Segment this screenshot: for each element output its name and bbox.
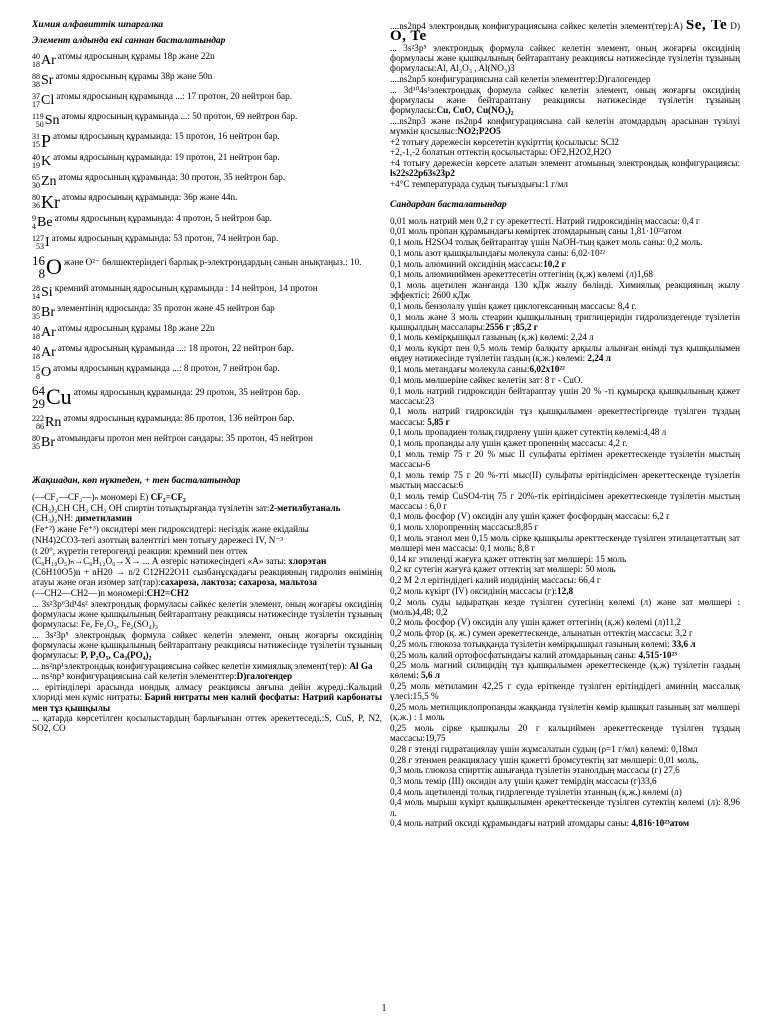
numbers-item: 0,1 моль бензолалу үшін қажет циклогексанның массасы: 8,4 г. (390, 300, 637, 311)
numbers-item: 0,1 моль метандағы молекула саны:6,02x10²² (390, 364, 565, 375)
isotope-entry (32, 304, 382, 321)
config-item: ... 3d¹⁰4s¹электрондық формула сәйкес келетін элемент, оның жоғарғы оксидінің формуласы және бейтараптану реакциясы нәтижесінде түзілетін тұзының формуласы:Cu, CuO, Cu(NO₃)₂ (390, 84, 740, 116)
isotope-notation (32, 174, 57, 190)
numbers-item: 0,1 моль мөлшеріне сәйкес келетін зат: 8 г - CuO. (390, 374, 583, 385)
isotope-entry (32, 153, 382, 170)
numbers-item: 0,28 г этенді гидратациялау үшін жұмсалатын судың (ρ=1 г/мл) көлемі: 0,18мл (390, 743, 698, 754)
isotope-description: атомы ядросының құрамында: 36p және 44n. (62, 192, 238, 202)
numbers-item: 0,3 моль глюкоза спирттік ашығанда түзілетін этанолдың массасы (г) 27,6 (390, 765, 680, 776)
element-symbol: Kr (41, 192, 60, 212)
element-symbol: Br (41, 305, 55, 320)
page-number: 1 (381, 1003, 387, 1014)
config-list (390, 20, 740, 189)
atomic-number: 8 (38, 266, 45, 281)
mass-number: 28 (32, 284, 40, 293)
element-symbol: Si (41, 285, 53, 300)
bracket-item: ... қатарда көрсетілген қосылыстардың барлығынан оттек әрекеттеседі.:S, CuS, P, N2, SO2, CO (32, 713, 382, 734)
mass-number: 31 (32, 132, 40, 141)
isotope-entry (32, 284, 382, 301)
isotope-entry (32, 52, 382, 69)
section-heading-brackets: Жақшадан, көп нүктеден, + тен басталатындар (32, 476, 241, 486)
mass-number: 40 (32, 153, 40, 162)
isotope-notation (32, 435, 55, 451)
isotope-notation (32, 285, 53, 301)
element-symbol: Ar (41, 325, 56, 340)
isotope-entry (32, 364, 382, 381)
isotope-entry (32, 193, 382, 211)
numbers-item: 0,25 моль магний силицидің тұз қышқылымен әрекеттескенде (қ.ж) түзілетін газдың көлемі: 5,6 л (390, 660, 740, 681)
bracket-item: (NH4)2CO3-тегі азоттың валенттігі мен тотығу дәрежесі IV, N⁻³ (32, 534, 283, 545)
mass-number: 37 (32, 92, 40, 101)
bracket-item: (—CF₂—CF₂—)ₙ мономері E) CF₂=CF₂ (32, 492, 186, 502)
mass-number: 15 (32, 364, 40, 373)
mass-number: 16 (32, 253, 45, 268)
nuclide-numbers (32, 73, 40, 89)
isotope-entry (32, 414, 382, 431)
element-symbol: Ar (41, 345, 56, 360)
nuclide-numbers (32, 305, 40, 321)
atomic-number: 38 (32, 80, 40, 89)
bracket-item: (CH₃)₂NH: диметиламин (32, 513, 133, 524)
isotope-description: және O²⁻ бөлшектеріндегі барлық р-электрондардың санын анықтаңыз.: 10. (63, 257, 362, 267)
isotope-description: атомы ядросының құрамында ...: 17 протон, 20 нейтрон бар. (56, 91, 292, 101)
mass-number: 40 (32, 344, 40, 353)
mass-number: 65 (32, 173, 40, 182)
nuclide-numbers (32, 174, 40, 190)
bracket-list (32, 492, 382, 734)
numbers-item: 0,2 моль фтор (қ. ж.) сумен әрекеттескенде, алынатын оттектің массасы: 3,2 г (390, 628, 693, 639)
atomic-number: 36 (32, 201, 40, 210)
mass-number: 9 (32, 214, 36, 223)
bracket-item: (Fe⁺²) және Fe⁺³) оксидтері мен гидроксидтері: негіздік және екідайлы (32, 524, 309, 535)
element-symbol: I (45, 235, 50, 250)
numbers-item: 0,1 моль H2SO4 толық бейтараптау үшін NaOH-тың қажет моль саны: 0,2 моль. (390, 237, 703, 248)
numbers-item: 0,01 моль натрий мен 0,2 г су әрекеттесті. Натрий гидроксидінің массасы: 0,4 г (390, 215, 700, 226)
numbers-item: 0,14 кг этиленді жағуға қажет оттектің зат мөлшері: 15 моль (390, 553, 627, 564)
isotope-description: атомы ядросының құрамында ...: 8 протон, 7 нейтрон бар. (53, 363, 280, 373)
isotope-entry (32, 344, 382, 361)
numbers-item: 0,2 моль суды ыдыратқан кезде түзілген сутегінің көлемі (л) және зат мөлшері : (моль)4,48; 0,2 (390, 596, 740, 617)
element-symbol: Rn (45, 415, 62, 430)
right-column (390, 20, 740, 1004)
isotope-entry (32, 72, 382, 89)
atomic-number: 50 (35, 120, 44, 129)
element-symbol: Zn (41, 174, 57, 189)
isotope-description: атомы ядросының құрамында: 29 протон, 35 нейтрон бар. (73, 387, 301, 397)
numbers-item: 0,1 моль пропадиен толық гидрлену үшін қажет сутектің көлемі:4,48 л (390, 427, 667, 438)
isotope-description: кремний атомының ядросының құрамында : 14 нейтрон, 14 протон (54, 283, 318, 293)
atomic-number: 18 (32, 352, 40, 361)
element-symbol: O (41, 365, 52, 380)
bracket-item: ... 3s²3p⁶3d¹4s² электрондық формуласы сәйкес келетін элемент, оның жоғарғы оксидінің формуласы және қышқылының бейтараптану реакциясы нәтижесінде түзілетін тұзының формуласы: Fe, Fe₂O₃, Fe₂(SO₄)₃ (32, 598, 382, 629)
isotope-entry (32, 214, 382, 231)
isotope-entry (32, 234, 382, 251)
isotope-notation (32, 345, 56, 361)
element-symbol: O (46, 254, 62, 279)
numbers-item: 0,1 моль және 3 моль стеарин қышқылының триглицеридін гидролиздегенде түзілетін қышқылдың массалары:2556 г ;85,2 г (390, 311, 740, 332)
bracket-item: (C₆H₁₀O₅)ₙ→C₆H₁₂O₆→X→ ... А өзгеріс нәтижесіндегі «А» заты: хлорэтан (32, 556, 327, 567)
atomic-number: 15 (32, 140, 40, 149)
isotope-notation (32, 325, 56, 341)
numbers-item: 0,1 моль темір 75 г 20 %-тті мыс(II) сульфаты ерітіндісімен әрекеттескенде түзілетін мыстың массасы:6 (390, 469, 740, 490)
config-item: ....ns2np5 конфигурациясына сай келетін элементтер:D)галогендер (390, 74, 651, 85)
isotope-entry (32, 92, 382, 109)
nuclide-numbers (32, 235, 44, 251)
numbers-item: 0,01 моль пропан құрамындағы көміртек атомдарының саны 1,81·10²²атом (390, 226, 682, 237)
numbers-item: 0,28 г этенмен реакцияласу үшін қажетті бромсутектің зат мөлшері: 0,01 моль. (390, 754, 699, 765)
isotope-description: атомы ядросының құрамында ...: 18 протон, 22 нейтрон бар. (57, 343, 294, 353)
numbers-item: 0,4 моль мырыш күкірт қышқылымен әрекеттескенде түзілген сутектің көлемі (л): 8,96 л. (390, 797, 740, 818)
numbers-item: 0,1 моль күкірт пен 0,5 моль темір балқыту арқылы алынған өнімді тұз қышқылымен өңдеу нәтижесінде түзілетін газдың (қ.ж.) көлемі: 2,24 л (390, 343, 740, 364)
bracket-item: (—CH2—CH2—)n мономері:CH2=CH2 (32, 587, 189, 598)
isotope-notation (32, 415, 61, 431)
element-symbol: Br (41, 435, 55, 450)
nuclide-numbers (32, 415, 44, 431)
nuclide-numbers (32, 384, 45, 410)
atomic-number: 17 (32, 100, 40, 109)
isotope-notation (32, 254, 62, 280)
numbers-item: 0,3 моль темір (III) оксидін алу үшін қажет темірдің массасы (г)33,6 (390, 776, 657, 787)
atomic-number: 35 (32, 442, 40, 451)
mass-number: 40 (32, 52, 40, 61)
isotope-description: атомы ядросының құрамында: 30 протон, 35 нейтрон бар. (58, 172, 286, 182)
mass-number: 222 (32, 414, 44, 423)
isotope-list (32, 52, 382, 451)
mass-number: 127 (32, 234, 44, 243)
isotope-entry (32, 112, 382, 129)
isotope-notation (32, 93, 54, 109)
atomic-number: 8 (36, 372, 40, 381)
numbers-item: 0,1 моль алюминий оксидінің массасы:10,2 г (390, 258, 566, 269)
section-heading-numbers: Сандардан басталатындар (390, 199, 507, 210)
nuclide-numbers (32, 325, 40, 341)
isotope-description: атомы ядросының құрамы 18p және 22n (57, 323, 215, 333)
config-item: +4°C температурада судың тығыздығы:1 г/мл (390, 179, 568, 190)
numbers-item: 0,25 моль глюкоза тотыққанда түзілетін көмірқышқыл газының көлемі: 33,6 л (390, 638, 696, 649)
isotope-notation (32, 305, 55, 321)
config-item: +4 тотығу дәрежесін көрсете алатын элемент атомының электрондық конфигурациясы: ls22s22p63s23p2 (390, 158, 740, 179)
nuclide-numbers (32, 93, 40, 109)
isotope-notation (32, 235, 50, 251)
numbers-item: 0,1 моль пропанды алу үшін қажет пропеннің массасы: 4,2 г. (390, 438, 628, 449)
isotope-description: атомы ядросының құрамында: 4 протон, 5 нейтрон бар. (54, 213, 272, 223)
isotope-notation (32, 53, 56, 69)
numbers-list (390, 216, 740, 829)
element-symbol: Sr (41, 73, 54, 88)
numbers-item: 0,4 моль ацетиленді толық гидрлегенде түзілетін этанның (қ.ж.) көлемі (л) (390, 786, 682, 797)
numbers-item: 0,1 моль этанол мен 0,15 моль сірке қышқылы әректтескенде түзілген этилацетаттың зат мөлшері мен массасы: 0,1 моль; 8,8 г (390, 532, 740, 554)
isotope-entry (32, 384, 382, 410)
config-item: +2 тотығу дәрежесін көрсететін күкірттің қосылысы: SCl2 (390, 136, 620, 147)
config-item: +2,-1,-2 болатын оттектің қосылыстары: OF2,H2O2,H2O (390, 147, 612, 158)
isotope-notation (32, 193, 60, 211)
numbers-item: 0,1 моль темір CuSO4-тің 75 г 20%-тік ерітіндісімен әрекеттескенде түзілетін мыстың массасы : 6,0 г (390, 490, 740, 511)
isotope-description: атомындағы протон мен нейтрон сандары: 35 протон, 45 нейтрон (57, 433, 313, 443)
nuclide-numbers (32, 53, 40, 69)
element-symbol: Sn (44, 113, 60, 128)
numbers-item: 0,1 моль натрий гидроксидін тұз қышқылымен әрекеттестіргенде түзілген тұздың массасы: 5,85 г (390, 406, 740, 427)
numbers-item: 0,1 моль алюминиймен әрекеттесетін оттегінің (қ.ж) көлемі (л)1,68 (390, 269, 653, 280)
bracket-item: ... 3s²3p⁵ электрондық формула сәйкес келетін элемент, оның жоғарғы оксидінің формуласы және қышқылының бейтараптану реакциясы нәтижесінде түзілетін тұзының формуласы: P, P₂O₅, Ca₃(PO₄)₂ (32, 629, 382, 661)
isotope-notation (32, 365, 51, 381)
nuclide-numbers (32, 365, 40, 381)
element-symbol: Cu (46, 384, 72, 409)
numbers-item: 0,1 моль фосфор (V) оксидін алу үшін қажет фосфордың массасы: 6,2 г (390, 511, 670, 522)
atomic-number: 35 (32, 312, 40, 321)
numbers-item: 0,1 моль азот қышқылындағы молекула саны: 6,02·10²² (390, 247, 606, 258)
atomic-number: 18 (32, 332, 40, 341)
mass-number: 64 (32, 383, 45, 398)
config-item: ....ns2np3 және ns2np4 конфигурациясына сай келетін атомдардың арасынан түзілуі мүмкін қосылыс:NO2;P2O5 (390, 115, 740, 137)
element-symbol: Ar (41, 53, 56, 68)
isotope-description: атомы ядросының құрамында: 15 протон, 16 нейтрон бар. (53, 131, 280, 141)
element-symbol: Cl (41, 93, 55, 108)
mass-number: 80 (32, 434, 40, 443)
isotope-description: атомы ядросының құрамында: 53 протон, 74 нейтрон бар. (51, 233, 279, 243)
atomic-number: 30 (32, 181, 40, 190)
isotope-notation (32, 154, 51, 170)
bracket-item: (CH₃)₂CH CH₂ CH₂ OH спиртін тотықтырғанда түзілетін зат:2-метилбутаналь (32, 502, 341, 513)
numbers-item: 0,2 моль фосфор (V) оксидін алу үшін қажет оттегінің (қ.ж) көлемі (л)11,2 (390, 617, 682, 628)
nuclide-numbers (32, 435, 40, 451)
isotope-description: атомы ядросының құрамы 18p және 22n (57, 51, 215, 61)
config-item: ....ns2np4 электрондық конфигурациясына сәйкес келетін элемент(тер):A) Se, Te D) O, Te (390, 20, 740, 45)
page-title: Химия алфавиттік шпаргалка (32, 20, 164, 30)
numbers-item: 0,25 моль метиламин 42,25 г суда еріткенде түзілген ерітіндідегі аминнің массалық үлесі:15,5 % (390, 681, 740, 702)
nuclide-numbers (32, 154, 40, 170)
numbers-item: 0,4 моль натрий оксиді құрамындағы натрий атомдары саны: 4,816·10²³атом (390, 818, 690, 829)
atomic-number: 4 (32, 222, 36, 231)
element-symbol: P (41, 131, 52, 151)
mass-number: 88 (32, 72, 40, 81)
nuclide-numbers (32, 133, 40, 149)
isotope-description: атомы ядросының құрамы 38p және 50n (55, 71, 213, 81)
mass-number: 80 (32, 193, 40, 202)
isotope-entry (32, 434, 382, 451)
mass-number: 119 (32, 112, 44, 121)
bracket-item: (C6H10O5)n + nH20 → n/2 C12H22O11 сызбанұсқадағы реакцияның гидролиз өнімінің атауы және оған изомер зат(тар):сахароза, лактоза; сахароза, мальтоза (32, 566, 382, 588)
numbers-item: 0,1 моль натрий гидроксидін бейтараптау үшін 20 % -ті құмырсқа қышқылының қажет массасы:23 (390, 385, 740, 406)
numbers-item: 0,25 моль сірке қышқылы 20 г кальциймен әрекеттескенде түзілген тұздың массасы:19,75 (390, 723, 740, 744)
isotope-entry (32, 132, 382, 150)
bracket-item: ... ns²np⁵ конфигурациясына сай келетін элементтер:D)галогендер (32, 671, 293, 682)
bracket-item: ... ерітінділері арасында иондық алмасу реакциясы аяғына дейін жүреді.:Кальций хлориді мен күміс нитраты: Барий нитраты мен калий фосфаты: Натрий карбонаты мен тұз қышқылы (32, 682, 382, 713)
numbers-item: 0,1 моль көмірқышқыл газының (қ.ж) көлемі: 2,24 л (390, 332, 594, 343)
mass-number: 40 (32, 324, 40, 333)
nuclide-numbers (32, 215, 36, 231)
nuclide-numbers (32, 113, 44, 129)
isotope-notation (32, 132, 51, 150)
nuclide-numbers (32, 345, 40, 361)
isotope-notation (32, 384, 72, 410)
element-symbol: Be (37, 215, 53, 230)
isotope-entry (32, 254, 382, 280)
isotope-entry (32, 324, 382, 341)
atomic-number: 53 (36, 242, 44, 251)
isotope-description: атомы ядросының құрамында: 19 протон, 21 нейтрон бар. (53, 152, 280, 162)
isotope-notation (32, 113, 60, 129)
numbers-item: 0,2 моль күкірт (IV) оксидінің массасы (г):12,8 (390, 585, 574, 596)
mass-number: 80 (32, 304, 40, 313)
atomic-number: 18 (32, 60, 40, 69)
numbers-item: 0,2 кг сутегін жағуға қажет оттектің зат мөлшері: 50 моль (390, 564, 616, 575)
numbers-item: 0,1 моль хлоропреннің массасы:8,85 г (390, 522, 539, 533)
numbers-item: 0,25 моль калий ортофосфатындағы калий атомдарының саны: 4,515·10²³ (390, 649, 677, 660)
numbers-item: 0,25 моль метилциклопропанды жаққанда түзілетін көмір қышқыл газының зат мөлшері (қ.ж.) : 1 моль (390, 702, 740, 723)
atomic-number: 86 (36, 422, 44, 431)
numbers-item: 0,1 моль темір 75 г 20 % мыс II сульфаты ерітімен әрекеттескенде түзілетін мыстың массасы-6 (390, 448, 740, 469)
nuclide-numbers (32, 254, 45, 280)
bracket-item: (t 20°, жүретін гетерогенді реакция: кремний пен оттек (32, 545, 248, 556)
atomic-number: 14 (32, 292, 40, 301)
isotope-entry (32, 173, 382, 190)
left-column (32, 20, 382, 1004)
atomic-number: 19 (32, 161, 40, 170)
isotope-description: элементінің ядросында: 35 протон және 45 нейтрон бар (57, 303, 275, 313)
atomic-number: 29 (32, 396, 45, 411)
numbers-item: 0,2 М 2 л ерітіндідегі калий иодидінің массасы: 66,4 г (390, 575, 601, 586)
element-symbol: K (41, 154, 52, 169)
isotope-notation (32, 73, 53, 89)
isotope-description: атомы ядросының құрамында: 86 протон, 136 нейтрон бар. (63, 413, 295, 423)
nuclide-numbers (32, 194, 40, 210)
section-heading-isotopes: Элемент алдында екі саннан басталатындар (32, 36, 226, 46)
numbers-item: 0,1 моль ацетилен жанғанда 130 кДж жылу бөлінді. Химиялық реакцияның жылу эффектісі: 2600 кДж (390, 279, 740, 301)
nuclide-numbers (32, 285, 40, 301)
config-item: ... 3s²3p⁵ электрондық формула сәйкес келетін элемент, оның жоғарғы оксидінің формуласы және қышқылының бейтараптану реакциясы нәтижесінде түзілетін тұзының формуласы:Al, Al₂O₃ , Al(NO₃)3 (390, 42, 740, 74)
isotope-notation (32, 215, 53, 231)
bracket-item: ... ns²np¹электрондық конфигурациясына сәйкес келетін химиялық элемент(тер): Al Ga (32, 660, 373, 671)
isotope-description: атомы ядросының құрамында ...: 50 протон, 69 нейтрон бар. (61, 111, 298, 121)
